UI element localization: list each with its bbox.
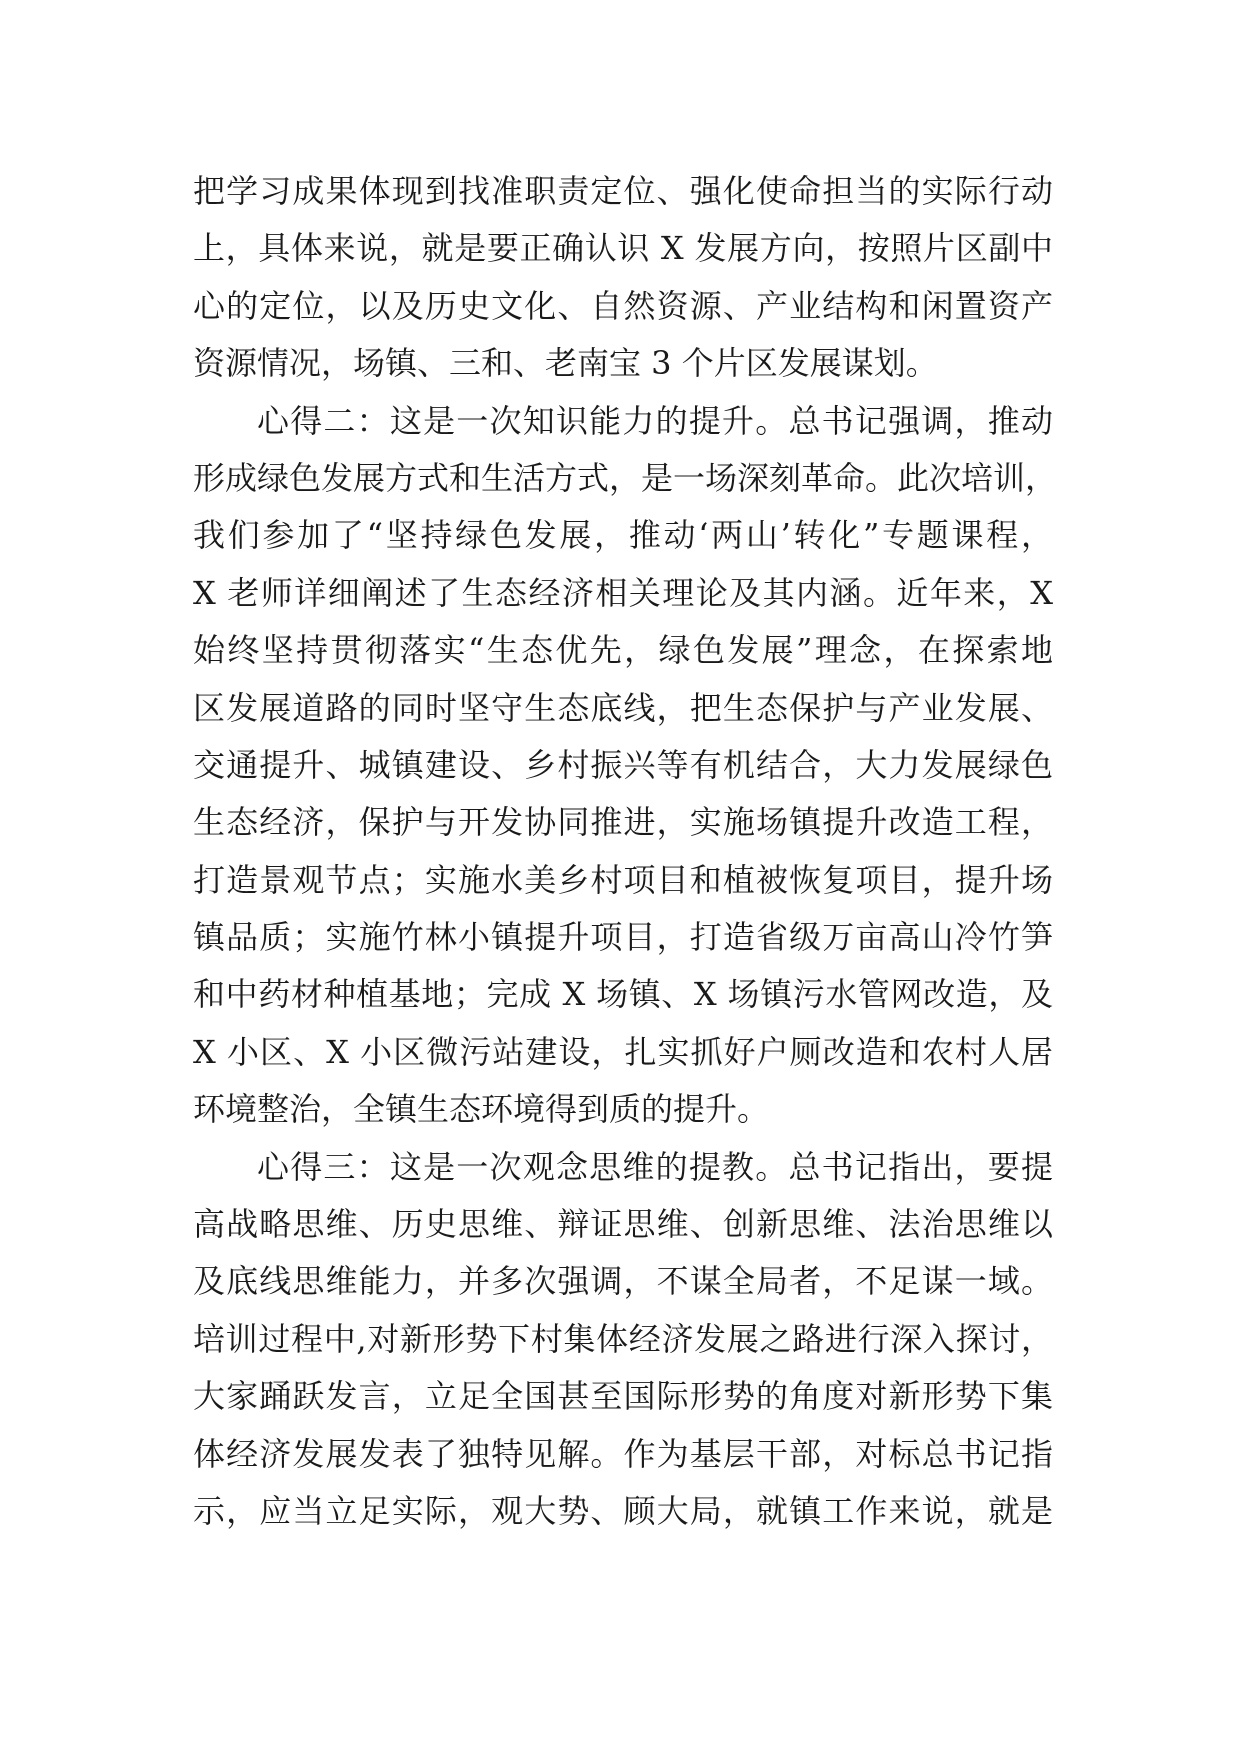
paragraph-start-line: 心得二：这是一次知识能力的提升。总书记强调，推动	[257, 401, 1053, 440]
text-line: 生态经济，保护与开发协同推进，实施场镇提升改造工程，	[193, 803, 1053, 842]
text-line: 上，具体来说，就是要正确认识 X 发展方向，按照片区副中	[193, 229, 1053, 268]
text-line: X 小区、X 小区微污站建设，扎实抓好户厕改造和农村人居	[193, 1032, 1053, 1071]
text-line: 把学习成果体现到找准职责定位、强化使命担当的实际行动	[193, 172, 1053, 210]
text-line: 交通提升、城镇建设、乡村振兴等有机结合，大力发展绿色	[193, 745, 1053, 784]
text-line: 打造景观节点；实施水美乡村项目和植被恢复项目，提升场	[193, 860, 1053, 899]
text-line: 始终坚持贯彻落实“生态优先，绿色发展”理念，在探索地	[193, 631, 1053, 670]
text-line: 镇品质；实施竹林小镇提升项目，打造省级万亩高山冷竹笋	[193, 918, 1053, 957]
text-line: 培训过程中,对新形势下村集体经济发展之路进行深入探讨，	[193, 1319, 1053, 1358]
text-line: 资源情况，场镇、三和、老南宝 3 个片区发展谋划。	[193, 344, 938, 383]
text-line: 体经济发展发表了独特见解。作为基层干部，对标总书记指	[193, 1434, 1053, 1473]
text-line: 和中药材种植基地；完成 X 场镇、X 场镇污水管网改造，及	[193, 975, 1053, 1014]
text-line: 我们参加了“坚持绿色发展，推动‘两山’转化”专题课程，	[193, 516, 1053, 555]
paragraph-start-line: 心得三：这是一次观念思维的提教。总书记指出，要提	[257, 1147, 1053, 1186]
text-line: 区发展道路的同时坚守生态底线，把生态保护与产业发展、	[193, 688, 1053, 727]
text-line: 环境整治，全镇生态环境得到质的提升。	[193, 1090, 770, 1129]
text-line: 心的定位，以及历史文化、自然资源、产业结构和闲置资产	[193, 286, 1053, 325]
text-line: 形成绿色发展方式和生活方式，是一场深刻革命。此次培训，	[193, 458, 1058, 497]
text-line: 及底线思维能力，并多次强调，不谋全局者，不足谋一域。	[193, 1262, 1053, 1301]
text-line: 大家踊跃发言，立足全国甚至国际形势的角度对新形势下集	[193, 1377, 1053, 1416]
text-line: 高战略思维、历史思维、辩证思维、创新思维、法治思维以	[193, 1205, 1053, 1244]
text-line: X 老师详细阐述了生态经济相关理论及其内涵。近年来，X	[193, 573, 1053, 612]
text-line: 示，应当立足实际，观大势、顾大局，就镇工作来说，就是	[193, 1491, 1053, 1530]
body-text	[193, 163, 1058, 1540]
